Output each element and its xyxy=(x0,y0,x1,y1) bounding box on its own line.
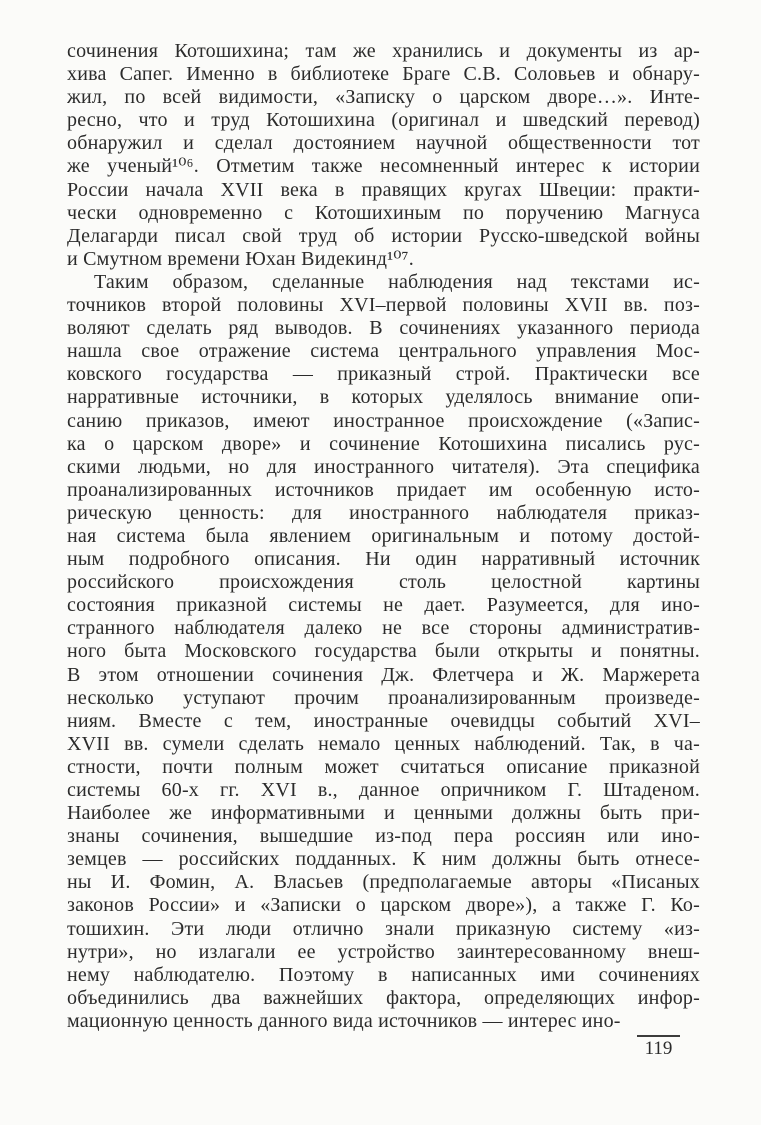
text-line: знаны сочинения, вышедшие из-под пера россиян или ино- xyxy=(67,825,700,848)
text-line: обнаружил и сделал достоянием научной общественности тот xyxy=(67,132,700,155)
text-line: же ученый¹⁰⁶. Отметим также несомненный интерес к истории xyxy=(67,155,700,178)
text-line: ка о царском дворе» и сочинение Котошихина писались рус- xyxy=(67,432,700,455)
text-line: ным подробного описания. Ни один нарративный источник xyxy=(67,548,700,571)
text-line: санию приказов, имеют иностранное происхождение («Запис- xyxy=(67,409,700,432)
text-line: нему наблюдателю. Поэтому в написанных ими сочинениях xyxy=(67,963,700,986)
text-line: стности, почти полным может считаться описание приказной xyxy=(67,755,700,778)
text-line: состояния приказной системы не дает. Разумеется, для ино- xyxy=(67,594,700,617)
text-line: Таким образом, сделанные наблюдения над текстами ис- xyxy=(94,270,700,293)
text-line: жил, по всей видимости, «Записку о царском дворе…». Инте- xyxy=(67,86,700,109)
text-line: нарративные источники, в которых уделялось внимание опи- xyxy=(67,386,700,409)
text-line: странного наблюдателя далеко не все стороны административ- xyxy=(67,617,700,640)
text-line: ниям. Вместе с тем, иностранные очевидцы событий XVI– xyxy=(67,709,700,732)
text-line: XVII вв. сумели сделать немало ценных наблюдений. Так, в ча- xyxy=(67,732,700,755)
text-line: сочинения Котошихина; там же хранились и документы из ар- xyxy=(67,40,700,62)
text-line: тошихин. Эти люди отлично знали приказную систему «из- xyxy=(67,917,700,940)
text-line: ная система была явлением оригинальным и потому достой- xyxy=(67,524,700,547)
text-line: хива Сапег. Именно в библиотеке Браге С.В. Соловьев и обнару- xyxy=(67,63,700,86)
text-line: мационную ценность данного вида источников — интерес ино- xyxy=(67,1009,621,1032)
text-line: законов России» и «Записки о царском дворе»), а также Г. Ко- xyxy=(67,894,700,917)
page-text-block xyxy=(67,40,700,1033)
text-line: объединились два важнейших фактора, определяющих инфор- xyxy=(67,986,700,1009)
text-line: ковского государства — приказный строй. Практически все xyxy=(67,363,700,386)
text-line: скими людьми, но для иностранного читателя). Эта специфика xyxy=(67,455,700,478)
paragraph xyxy=(67,40,700,271)
text-line: проанализированных источников придает им особенную исто- xyxy=(67,478,700,501)
text-line: несколько уступают прочим проанализированным произведе- xyxy=(67,686,700,709)
text-line: Наиболее же информативными и ценными должны быть при- xyxy=(67,802,700,825)
text-line: системы 60-х гг. XVI в., данное опричником Г. Штаденом. xyxy=(67,779,700,801)
text-line: нутри», но излагали ее устройство заинтересованному внеш- xyxy=(67,940,700,963)
text-line: российского происхождения столь целостной картины xyxy=(67,571,700,594)
text-line: земцев — российских подданных. К ним должны быть отнесе- xyxy=(67,848,700,871)
page-number: 119 xyxy=(637,1035,680,1060)
text-line: точников второй половины XVI–первой половины XVII вв. поз- xyxy=(67,294,700,317)
text-line: В этом отношении сочинения Дж. Флетчера и Ж. Маржерета xyxy=(67,663,700,686)
text-line: ного быта Московского государства были открыты и понятны. xyxy=(67,640,700,663)
text-line: России начала XVII века в правящих кругах Швеции: практи- xyxy=(67,178,700,201)
paragraph xyxy=(67,271,700,1033)
text-line: и Смутном времени Юхан Видекинд¹⁰⁷. xyxy=(67,247,414,270)
text-line: Делагарди писал свой труд об истории Русско-шведской войны xyxy=(67,224,700,247)
text-line: рическую ценность: для иностранного наблюдателя приказ- xyxy=(67,501,700,524)
text-line: воляют сделать ряд выводов. В сочинениях указанного периода xyxy=(67,317,700,340)
text-line: чески одновременно с Котошихиным по поручению Магнуса xyxy=(67,201,700,224)
text-line: ны И. Фомин, А. Власьев (предполагаемые авторы «Писаных xyxy=(67,871,700,894)
text-line: нашла свое отражение система центрального управления Мос- xyxy=(67,340,700,363)
text-line: ресно, что и труд Котошихина (оригинал и шведский перевод) xyxy=(67,109,700,132)
